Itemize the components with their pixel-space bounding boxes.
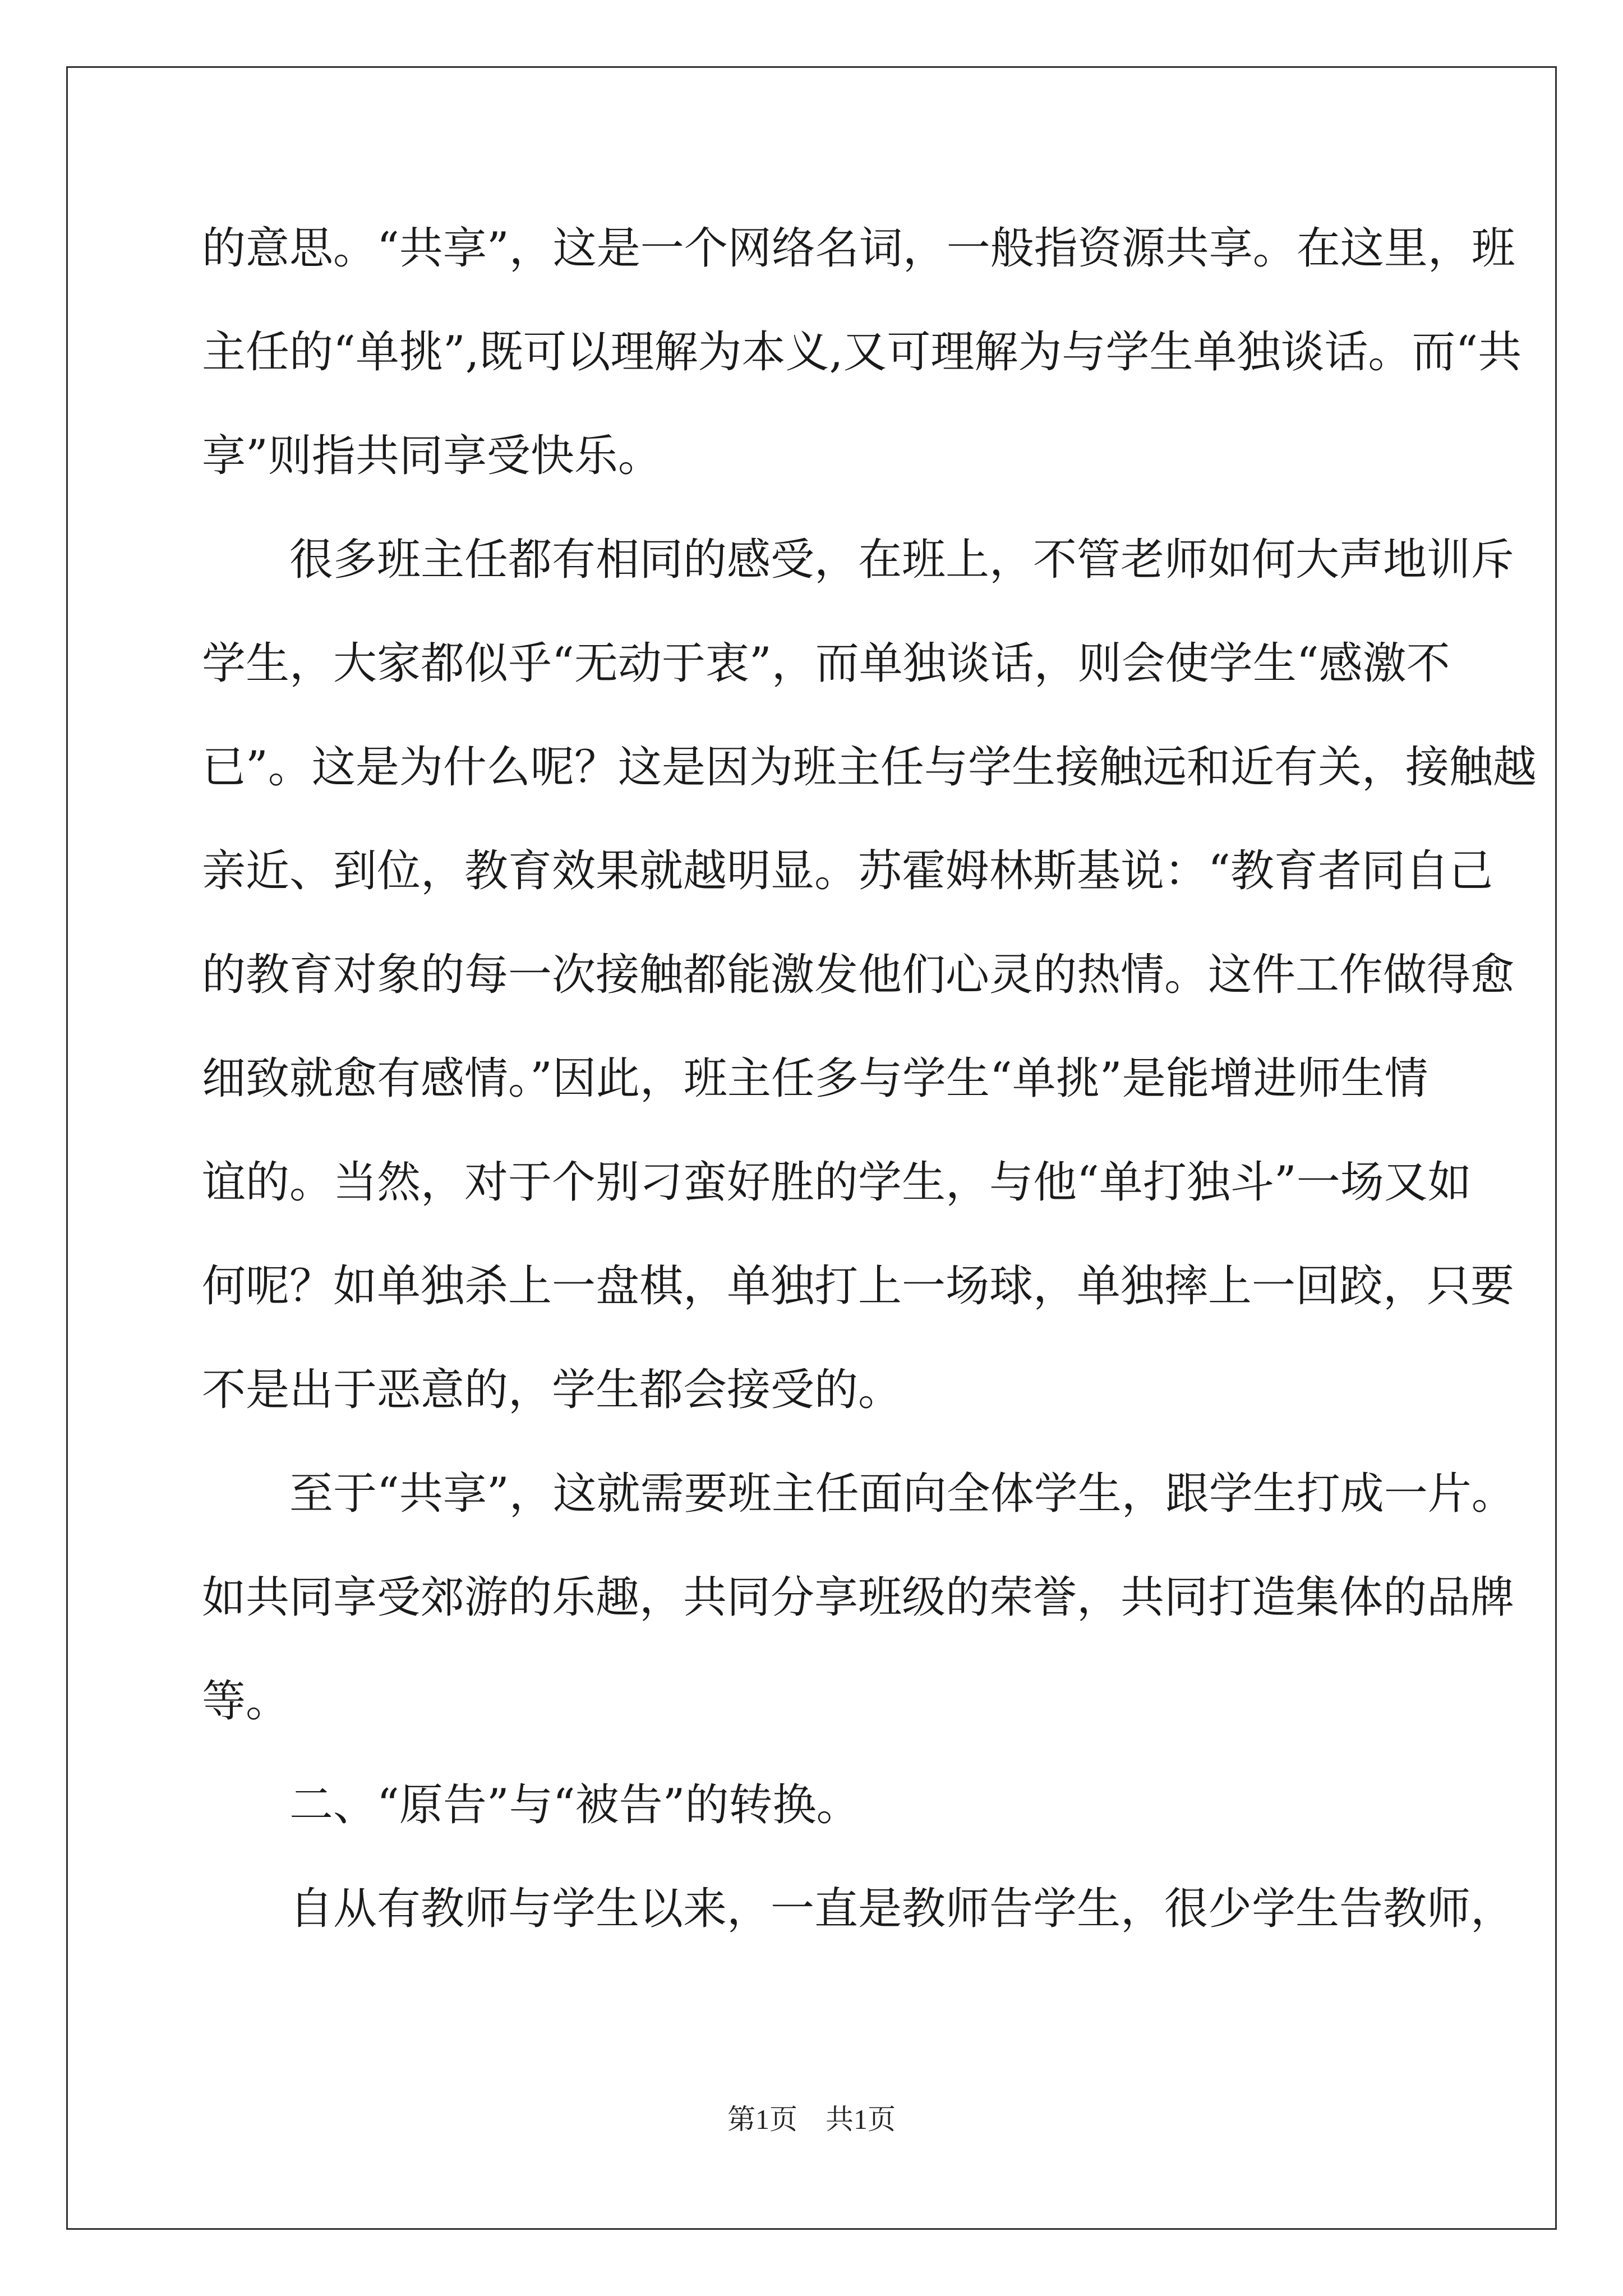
body-line: 的教育对象的每一次接触都能激发他们心灵的热情。这件工作做得愈 bbox=[202, 950, 1515, 1000]
body-line: 至于“共享”，这就需要班主任面向全体学生，跟学生打成一片。 bbox=[289, 1469, 1515, 1519]
document-body bbox=[202, 216, 1537, 1980]
body-line: 很多班主任都有相同的感受，在班上，不管老师如何大声地训斥 bbox=[289, 535, 1515, 585]
section-heading: 二、“原告”与“被告”的转换。 bbox=[289, 1780, 860, 1830]
body-line: 不是出于恶意的，学生都会接受的。 bbox=[202, 1365, 902, 1415]
body-line: 的意思。“共享”，这是一个网络名词，一般指资源共享。在这里，班 bbox=[202, 223, 1515, 274]
body-line: 已”。这是为什么呢？这是因为班主任与学生接触远和近有关，接触越 bbox=[202, 742, 1537, 793]
body-line: 细致就愈有感情。”因此，班主任多与学生“单挑”是能增进师生情 bbox=[202, 1053, 1428, 1104]
body-line: 何呢？如单独杀上一盘棋，单独打上一场球，单独摔上一回跤，只要 bbox=[202, 1261, 1515, 1312]
body-line: 自从有教师与学生以来，一直是教师告学生，很少学生告教师， bbox=[289, 1884, 1515, 1934]
body-line: 学生，大家都似乎“无动于衷”，而单独谈话，则会使学生“感激不 bbox=[202, 638, 1450, 689]
body-line: 如共同享受郊游的乐趣，共同分享班级的荣誉，共同打造集体的品牌 bbox=[202, 1572, 1515, 1623]
body-line: 谊的。当然，对于个别刁蛮好胜的学生，与他“单打独斗”一场又如 bbox=[202, 1157, 1472, 1208]
page-number-footer: 第1页 共1页 bbox=[727, 2104, 896, 2135]
body-line: 主任的“单挑”,既可以理解为本义,又可理解为与学生单独谈话。而“共 bbox=[202, 327, 1522, 378]
body-line: 等。 bbox=[202, 1676, 290, 1727]
body-line: 亲近、到位，教育效果就越明显。苏霍姆林斯基说：“教育者同自己 bbox=[202, 846, 1493, 896]
body-line: 享”则指共同享受快乐。 bbox=[202, 431, 662, 481]
